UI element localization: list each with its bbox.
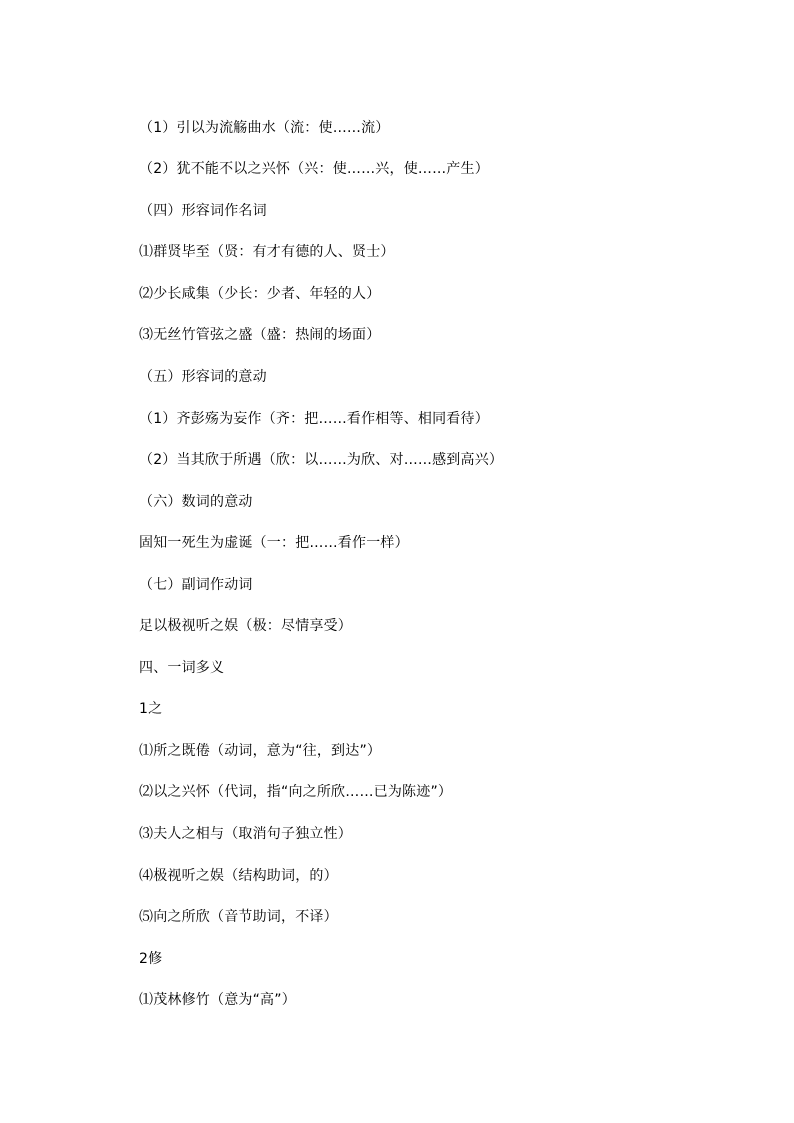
section-heading: 四、一词多义 — [139, 660, 225, 676]
subsection-heading: 2修 — [139, 951, 163, 967]
text-line: ⑷极视听之娱（结构助词，的） — [139, 868, 338, 884]
text-line: （2）犹不能不以之兴怀（兴：使……兴，使……产生） — [139, 161, 489, 177]
text-line: 固知一死生为虚诞（一：把……看作一样） — [139, 535, 409, 551]
text-line: ⑵少长咸集（少长：少者、年轻的人） — [139, 286, 381, 302]
text-line: （2）当其欣于所遇（欣：以……为欣、对……感到高兴） — [139, 452, 504, 468]
text-line: ⑶夫人之相与（取消句子独立性） — [139, 826, 352, 842]
section-heading: （七）副词作动词 — [139, 577, 253, 593]
subsection-heading: 1之 — [139, 701, 163, 717]
text-line: ⑴所之既倦（动词，意为“往，到达”） — [139, 743, 382, 759]
text-line: ⑵以之兴怀（代词，指“向之所欣……已为陈迹”） — [139, 784, 453, 800]
text-line: ⑴群贤毕至（贤：有才有德的人、贤士） — [139, 244, 395, 260]
section-heading: （五）形容词的意动 — [139, 369, 267, 385]
text-line: （1）齐彭殇为妄作（齐：把……看作相等、相同看待） — [139, 411, 489, 427]
text-line: （1）引以为流觞曲水（流：使……流） — [139, 120, 390, 136]
text-line: ⑴茂林修竹（意为“高”） — [139, 992, 296, 1008]
text-line: ⑸向之所欣（音节助词，不译） — [139, 909, 338, 925]
section-heading: （六）数词的意动 — [139, 494, 253, 510]
text-line: ⑶无丝竹管弦之盛（盛：热闹的场面） — [139, 327, 381, 343]
text-line: 足以极视听之娱（极：尽情享受） — [139, 618, 352, 634]
section-heading: （四）形容词作名词 — [139, 203, 267, 219]
